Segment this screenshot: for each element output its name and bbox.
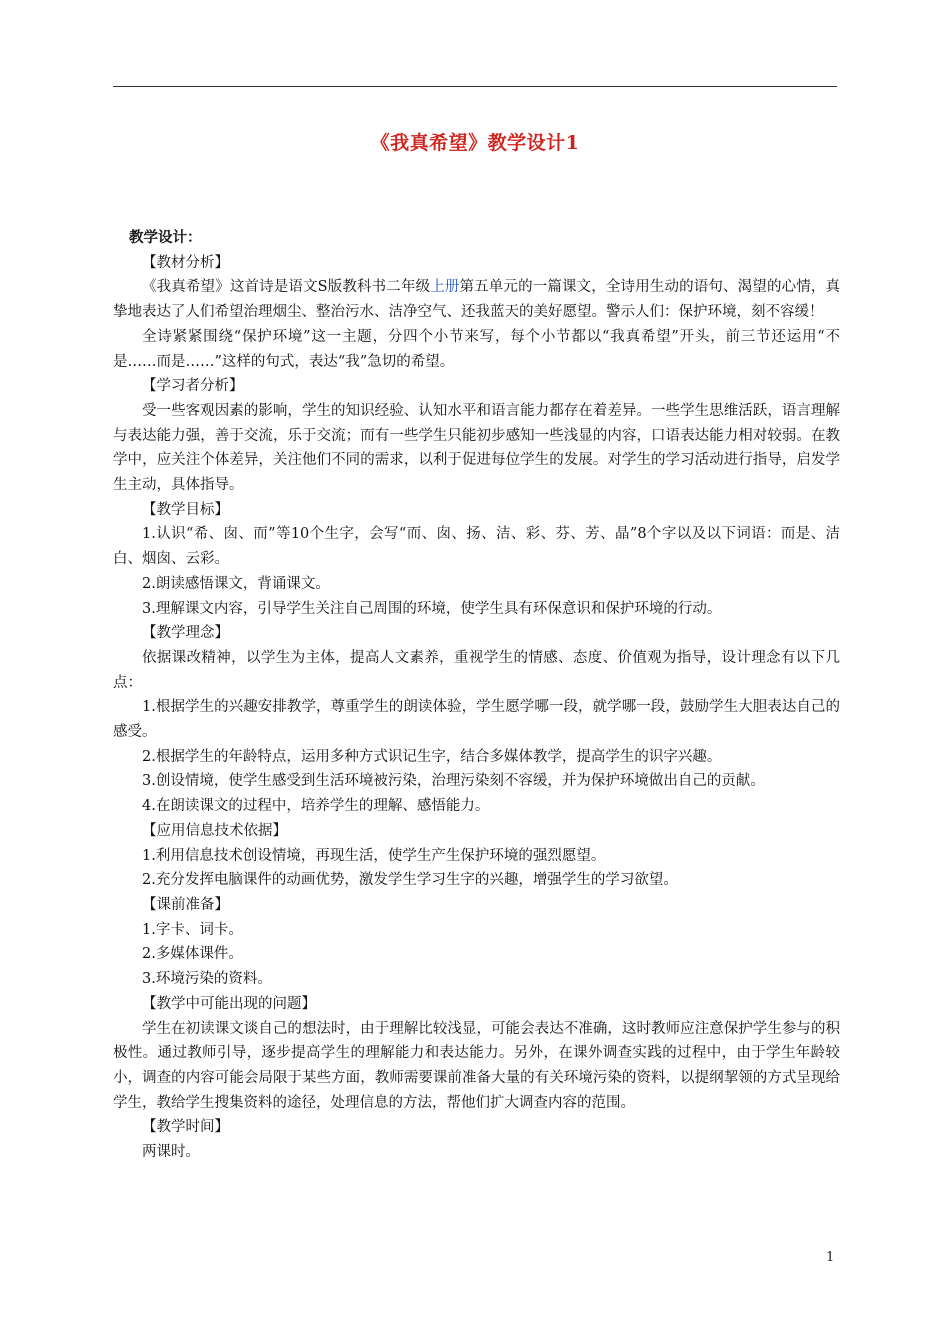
list-item: 1.认识“希、囱、而”等10个生字，会写“而、囱、扬、洁、彩、芬、芳、晶”8个字以及以下词语：而是、洁白、烟囱、云彩。	[113, 526, 840, 568]
list-item: 4.在朗读课文的过程中，培养学生的理解、感悟能力。	[142, 798, 490, 815]
list-item: 3.创设情境，使学生感受到生活环境被污染，治理污染刻不容缓，并为保护环境做出自己的贡献。	[142, 773, 765, 790]
paragraph: 学生在初读课文谈自己的想法时，由于理解比较浅显，可能会表达不准确，这时教师应注意保护学生参与的积极性。通过教师引导，逐步提高学生的理解能力和表达能力。另外，在课外调查实践的过程中，由于学生年龄较小，调查的内容可能会局限于某些方面，教师需要课前准备大量的有关环境污染的资料，以提纲挈领的方式呈现给学生，教给学生搜集资料的途径，处理信息的方法，帮他们扩大调查内容的范围。	[113, 1020, 840, 1111]
section-heading-material: 【教材分析】	[142, 254, 229, 271]
text-run: 《我真希望》这首诗是语文S版教科书二年级	[142, 279, 431, 296]
page-number: 1	[826, 1250, 835, 1265]
paragraph: 两课时。	[142, 1144, 200, 1161]
section-heading-problems: 【教学中可能出现的问题】	[142, 995, 316, 1012]
section-heading-preparation: 【课前准备】	[142, 896, 229, 913]
list-item: 3.环境污染的资料。	[142, 971, 272, 988]
list-item: 2.充分发挥电脑课件的动画优势，激发学生学习生字的兴趣，增强学生的学习欲望。	[142, 872, 678, 889]
paragraph: 全诗紧紧围绕“保护环境”这一主题，分四个小节来写，每个小节都以“我真希望”开头，前三节还运用“不是……而是……”这样的句式，表达“我”急切的希望。	[113, 328, 840, 370]
paragraph	[113, 275, 840, 324]
list-item: 1.字卡、词卡。	[142, 921, 243, 938]
section-heading-learners: 【学习者分析】	[142, 378, 244, 395]
section-heading-goals: 【教学目标】	[142, 501, 229, 518]
header-rule	[113, 86, 837, 87]
list-item: 2.根据学生的年龄特点，运用多种方式识记生字，结合多媒体教学，提高学生的识字兴趣。	[142, 748, 722, 765]
list-item: 2.多媒体课件。	[142, 946, 243, 963]
paragraph: 受一些客观因素的影响，学生的知识经验、认知水平和语言能力都存在着差异。一些学生思维活跃，语言理解与表达能力强，善于交流，乐于交流；而有一些学生只能初步感知一些浅显的内容，口语表达能力相对较弱。在教学中，应关注个体差异，关注他们不同的需求，以利于促进每位学生的发展。对学生的学习活动进行指导，启发学生主动，具体指导。	[113, 402, 840, 494]
list-item: 3.理解课文内容，引导学生关注自己周围的环境，使学生具有环保意识和保护环境的行动。	[142, 600, 722, 617]
list-item: 1.利用信息技术创设情境，再现生活，使学生产生保护环境的强烈愿望。	[142, 847, 606, 864]
section-heading-philosophy: 【教学理念】	[142, 625, 229, 642]
textbook-link[interactable]: 上册	[430, 279, 460, 296]
list-item: 2.朗读感悟课文，背诵课文。	[142, 575, 330, 592]
section-heading-time: 【教学时间】	[142, 1119, 229, 1136]
paragraph: 依据课改精神，以学生为主体，提高人文素养，重视学生的情感、态度、价值观为指导，设计理念有以下几点：	[113, 649, 840, 691]
list-item: 1.根据学生的兴趣安排教学，尊重学生的朗读体验，学生愿学哪一段，就学哪一段，鼓励学生大胆表达自己的感受。	[113, 699, 840, 741]
section-heading-tech: 【应用信息技术依据】	[142, 822, 287, 839]
lead-label: 教学设计：	[129, 229, 202, 246]
document-title: 《我真希望》教学设计1	[370, 132, 580, 154]
document-body	[113, 226, 840, 1165]
text-run: 第五单元的一篇课文，全诗用生动的语句、渴望的心情，真挚地表达了人们希望治理烟尘、整治污水、洁净空气、还我蓝天的美好愿望。警示人们：保护环境，刻不容缓！	[113, 279, 841, 321]
